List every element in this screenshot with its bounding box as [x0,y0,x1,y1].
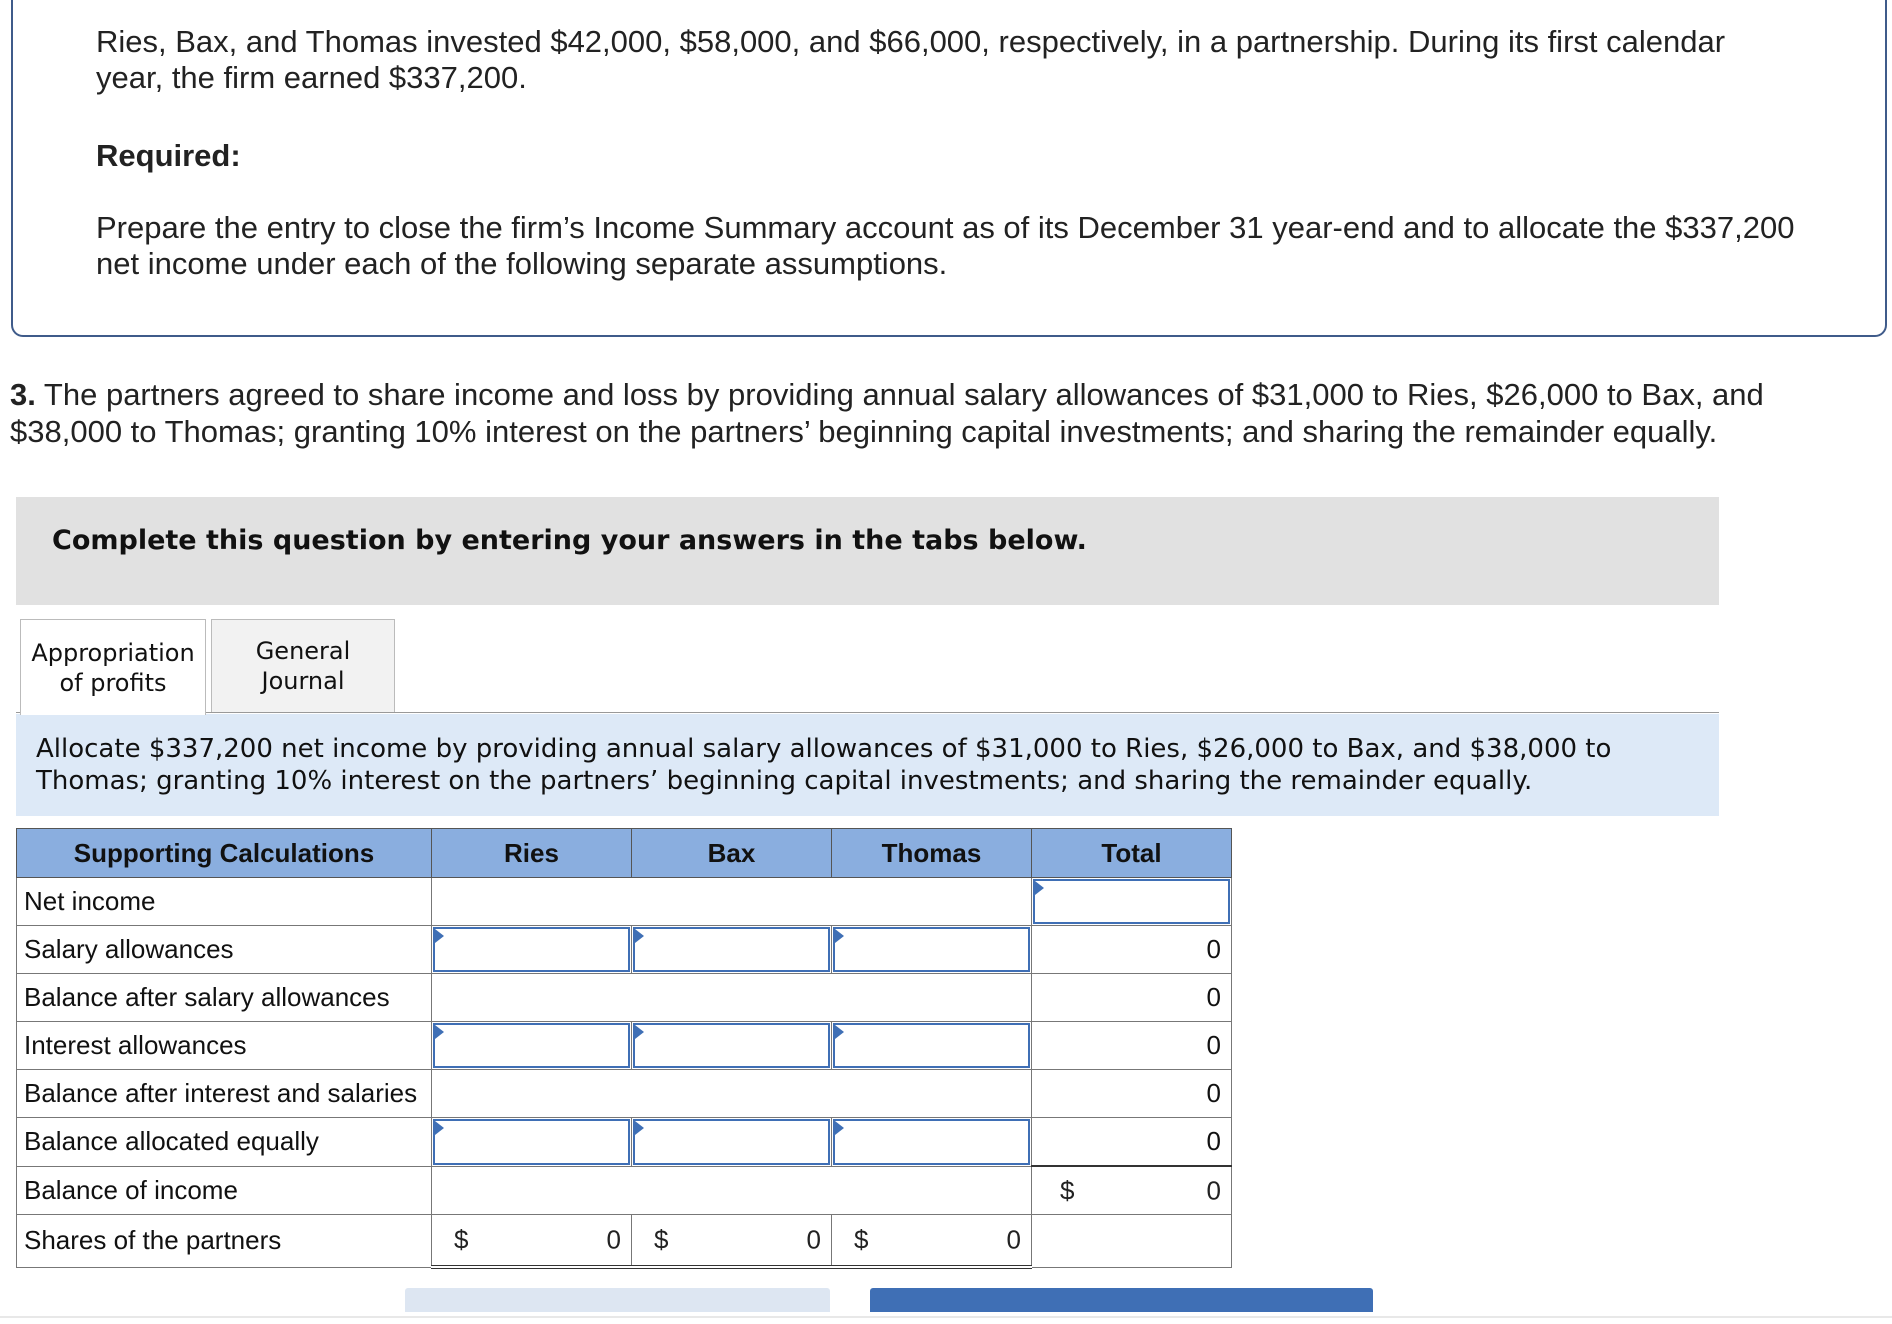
balance-of-income-total [1032,1166,1232,1215]
share-bax-value: 0 [806,1224,821,1255]
problem-instructions: Prepare the entry to close the firm’s Income Summary account as of its December 31 year-end and to allocate the $337,200 net income under each of the following separate assumptions. [96,210,1795,281]
salary-thomas-input[interactable] [832,926,1032,974]
table-row-net-income [17,878,1232,926]
instructions-text: Complete this question by entering your answers in the tabs below. [52,525,1087,556]
row-label: Shares of the partners [17,1215,432,1268]
equal-thomas-input[interactable] [832,1118,1032,1167]
interest-total: 0 [1032,1022,1232,1070]
empty-cell [1032,1215,1232,1268]
header-bax: Bax [632,829,832,878]
tab-divider [16,712,1719,713]
dollar-symbol: $ [1060,1175,1075,1205]
empty-cell [432,878,1032,926]
empty-cell [432,974,1032,1022]
row-label: Interest allowances [17,1022,432,1070]
tab-appropriation-of-profits[interactable] [20,619,206,715]
part-3-question [10,376,1870,450]
header-supporting-calculations: Supporting Calculations [17,829,432,878]
part-number: 3. [10,377,36,412]
interest-thomas-input[interactable] [832,1022,1032,1070]
salary-ries-input[interactable] [432,926,632,974]
header-ries: Ries [432,829,632,878]
tab-label-line1: Appropriation [31,638,195,667]
row-label: Net income [17,878,432,926]
header-thomas: Thomas [832,829,1032,878]
share-ries [432,1215,632,1268]
share-thomas-value: 0 [1006,1224,1021,1255]
tab-label-line2: of profits [59,668,167,697]
table-row-balance-of-income [17,1166,1232,1215]
dollar-symbol: $ [454,1224,469,1255]
table-row-balance-after-interest [17,1070,1232,1118]
balance-after-salary-total: 0 [1032,974,1232,1022]
equal-total: 0 [1032,1118,1232,1167]
interest-ries-input[interactable] [432,1022,632,1070]
tab-general-journal[interactable] [211,619,395,713]
table-row-balance-after-salary [17,974,1232,1022]
row-label: Balance of income [17,1166,432,1215]
row-label: Balance after interest and salaries [17,1070,432,1118]
empty-cell [432,1070,1032,1118]
problem-intro: Ries, Bax, and Thomas invested $42,000, $58,000, and $66,000, respectively, in a partnership. During its first calendar year, the firm earned $337,200. [96,24,1726,95]
share-bax [632,1215,832,1268]
table-row-salary-allowances [17,926,1232,974]
bottom-divider [0,1316,1892,1318]
balance-after-interest-total: 0 [1032,1070,1232,1118]
row-label: Balance allocated equally [17,1118,432,1167]
table-header-row [17,829,1232,878]
row-label: Balance after salary allowances [17,974,432,1022]
salary-total: 0 [1032,926,1232,974]
dollar-symbol: $ [654,1224,669,1255]
supporting-calculations-table [16,828,1232,1269]
tab-label-line2: Journal [261,667,345,695]
balance-of-income-value: 0 [1206,1175,1221,1205]
salary-bax-input[interactable] [632,926,832,974]
equal-ries-input[interactable] [432,1118,632,1167]
share-ries-value: 0 [606,1224,621,1255]
table-row-balance-allocated-equally [17,1118,1232,1167]
previous-tab-button[interactable] [405,1288,830,1312]
tab-label-line1: General [255,637,351,665]
net-income-total-input[interactable] [1032,878,1232,926]
equal-bax-input[interactable] [632,1118,832,1167]
required-heading: Required: [96,138,241,173]
header-total: Total [1032,829,1232,878]
interest-bax-input[interactable] [632,1022,832,1070]
empty-cell [432,1166,1032,1215]
dollar-symbol: $ [854,1224,869,1255]
part-text: The partners agreed to share income and loss by providing annual salary allowances of $31,000 to Ries, $26,000 to Bax, and $38,000 to Thomas; granting 10% interest on the partners’ beginning capital investments; and sharing the remainder equally. [10,377,1764,449]
share-thomas [832,1215,1032,1268]
row-label: Salary allowances [17,926,432,974]
tab-description: Allocate $337,200 net income by providing annual salary allowances of $31,000 to Ries, $26,000 to Bax, and $38,000 to Thomas; granting 10% interest on the partners’ beginning capital investments; and sharing the remainder equally. [36,734,1612,796]
table-row-shares-of-partners [17,1215,1232,1268]
next-tab-button[interactable] [870,1288,1373,1312]
table-row-interest-allowances [17,1022,1232,1070]
